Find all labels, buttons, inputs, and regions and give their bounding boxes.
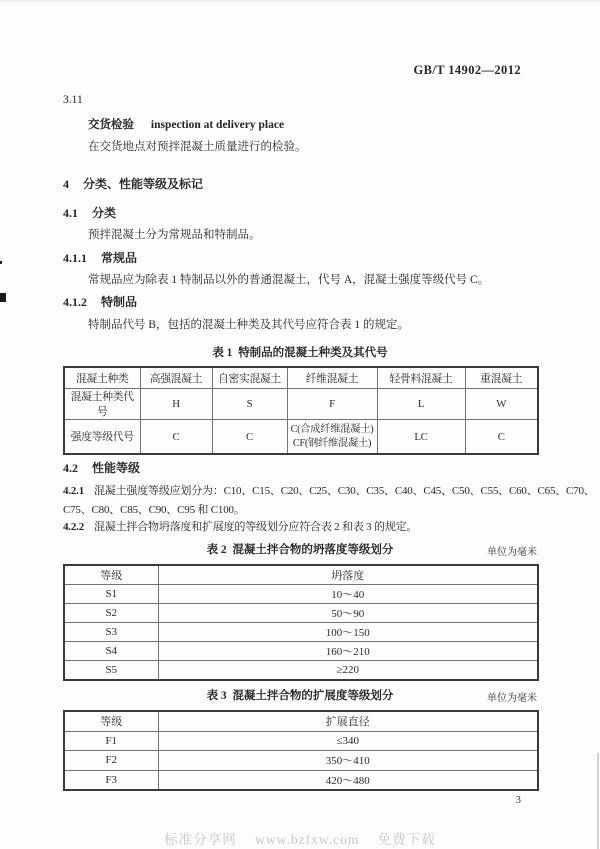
paragraph-4-2-1-line2: C75、C80、C85、C90、C95 和 C100。	[63, 503, 245, 516]
heading-4-1-1	[63, 249, 137, 266]
table1-cell: F	[287, 389, 377, 420]
table3-row	[64, 770, 538, 790]
paragraph-4-2-1	[63, 482, 595, 519]
paragraph-4-1-1: 常规品应为除表 1 特制品以外的普通混凝土，代号 A，混凝土强度等级代号 C。	[88, 274, 490, 286]
table2-header-row	[64, 565, 538, 585]
table3-caption	[63, 687, 537, 703]
table1-cell: LC	[377, 420, 465, 455]
table2-value: 10～40	[158, 585, 538, 604]
table3-caption-label: 表 3	[206, 690, 227, 702]
table1-cell: 轻骨料混凝土	[377, 367, 465, 389]
table3-grade: F2	[64, 751, 158, 771]
table1-cell: L	[377, 389, 465, 420]
heading-4-1-1-title: 常规品	[101, 251, 138, 265]
heading-4-1	[63, 204, 116, 221]
table2-grade: S2	[64, 604, 158, 623]
table1-caption	[63, 344, 537, 360]
fiber-code-line1: C(合成纤维混凝土)	[290, 424, 374, 435]
table1-cell: C	[140, 420, 212, 455]
heading-4	[63, 175, 203, 192]
table3-value: ≤340	[158, 731, 538, 751]
term-en: inspection at delivery place	[150, 119, 285, 131]
term-definition: 在交货地点对预拌混凝土质量进行的检验。	[88, 141, 307, 153]
table3-header-row	[64, 711, 538, 731]
clause-3-11-number: 3.11	[63, 94, 83, 106]
table2-grade: S4	[64, 642, 158, 661]
table1	[63, 366, 539, 455]
table2-header-grade: 等级	[64, 565, 158, 585]
heading-4-1-2	[63, 293, 137, 310]
heading-4-1-1-number: 4.1.1	[63, 251, 87, 265]
table1-cell-fiber	[287, 420, 377, 455]
standard-number: GB/T 14902—2012	[413, 63, 521, 77]
scan-edge-top	[0, 0, 600, 2]
table2-value: 100～150	[158, 623, 538, 642]
paragraph-4-2-2-number: 4.2.2	[63, 521, 85, 533]
table2-caption-label: 表 2	[206, 544, 227, 556]
table2-value: ≥220	[158, 661, 538, 681]
table2	[63, 564, 539, 681]
table3-value: 420～480	[158, 770, 538, 790]
binding-mark-large	[0, 293, 6, 302]
table1-cell: 混凝土种类代号	[64, 389, 140, 420]
table1-cell: H	[140, 389, 212, 420]
paragraph-4-1-2: 特制品代号 B，包括的混凝土种类及其代号应符合表 1 的规定。	[88, 319, 410, 331]
table2-row	[64, 623, 538, 642]
table1-cell: 自密实混凝土	[212, 367, 287, 389]
table3-row	[64, 751, 538, 771]
term-zh: 交货检验	[88, 119, 134, 131]
table2-row	[64, 585, 538, 604]
page-number: 3	[515, 794, 521, 806]
table2-grade: S5	[64, 661, 158, 681]
table3-header-diameter: 扩展直径	[158, 711, 538, 731]
table2-grade: S1	[64, 585, 158, 604]
table3-grade: F3	[64, 770, 158, 790]
fiber-code-line2: CF(钢纤维混凝土)	[292, 437, 372, 449]
table3-caption-text: 混凝土拌合物的扩展度等级划分	[232, 690, 394, 702]
table3-value: 350～410	[158, 751, 538, 771]
heading-4-2	[63, 459, 140, 476]
table1-caption-text: 特制品的混凝土种类及其代号	[238, 347, 388, 359]
table1-cell: 纤维混凝土	[287, 367, 377, 389]
table1-row-strength-codes	[64, 420, 538, 455]
watermark-text: 标准分享网 www.bzfxw.com 免费下载	[164, 832, 436, 847]
table3-header-grade: 等级	[64, 711, 158, 731]
heading-4-1-2-number: 4.1.2	[63, 295, 87, 309]
table1-cell: 高强混凝土	[140, 367, 212, 389]
table2-row	[64, 661, 538, 681]
table1-cell: 重混凝土	[465, 367, 538, 389]
table2-caption-text: 混凝土拌合物的坍落度等级划分	[232, 544, 394, 556]
table1-cell: 强度等级代号	[64, 420, 140, 455]
table1-cell: C	[212, 420, 287, 455]
table2-row	[64, 642, 538, 661]
paragraph-4-1: 预拌混凝土分为常规品和特制品。	[88, 229, 261, 241]
table2-caption	[63, 541, 537, 557]
table1-row-type-codes	[64, 389, 538, 420]
heading-4-2-number: 4.2	[63, 461, 78, 475]
table2-header-slump: 坍落度	[158, 565, 538, 585]
heading-4-1-title: 分类	[92, 206, 117, 220]
table3-unit-label: 单位为毫米	[487, 693, 537, 704]
heading-4-2-title: 性能等级	[92, 461, 141, 475]
heading-4-number: 4	[63, 177, 69, 191]
table1-caption-label: 表 1	[212, 347, 233, 359]
table1-cell: W	[465, 389, 538, 420]
table3	[63, 710, 539, 791]
table2-row	[64, 604, 538, 623]
table2-grade: S3	[64, 623, 158, 642]
table1-cell: S	[212, 389, 287, 420]
table3-row	[64, 731, 538, 751]
table1-row-types	[64, 367, 538, 389]
table2-unit-label: 单位为毫米	[487, 547, 537, 558]
heading-4-1-2-title: 特制品	[101, 295, 138, 309]
table3-grade: F1	[64, 731, 158, 751]
paragraph-4-2-1-number: 4.2.1	[63, 485, 85, 497]
paragraph-4-2-2	[63, 518, 543, 537]
binding-mark-small	[0, 261, 2, 264]
paragraph-4-2-1-line1: 混凝土强度等级应划分为：C10、C15、C20、C25、C30、C35、C40、C45、C50、C55、C60、C65、C70、	[94, 485, 595, 497]
heading-4-title: 分类、性能等级及标记	[83, 177, 204, 191]
term-line	[88, 116, 284, 132]
table2-value: 160～210	[158, 642, 538, 661]
heading-4-1-number: 4.1	[63, 206, 78, 220]
table1-cell: 混凝土种类	[64, 367, 140, 389]
paragraph-4-2-2-body: 混凝土拌合物坍落度和扩展度的等级划分应符合表 2 和表 3 的规定。	[94, 521, 418, 533]
table2-value: 50～90	[158, 604, 538, 623]
table1-cell: C	[465, 420, 538, 455]
